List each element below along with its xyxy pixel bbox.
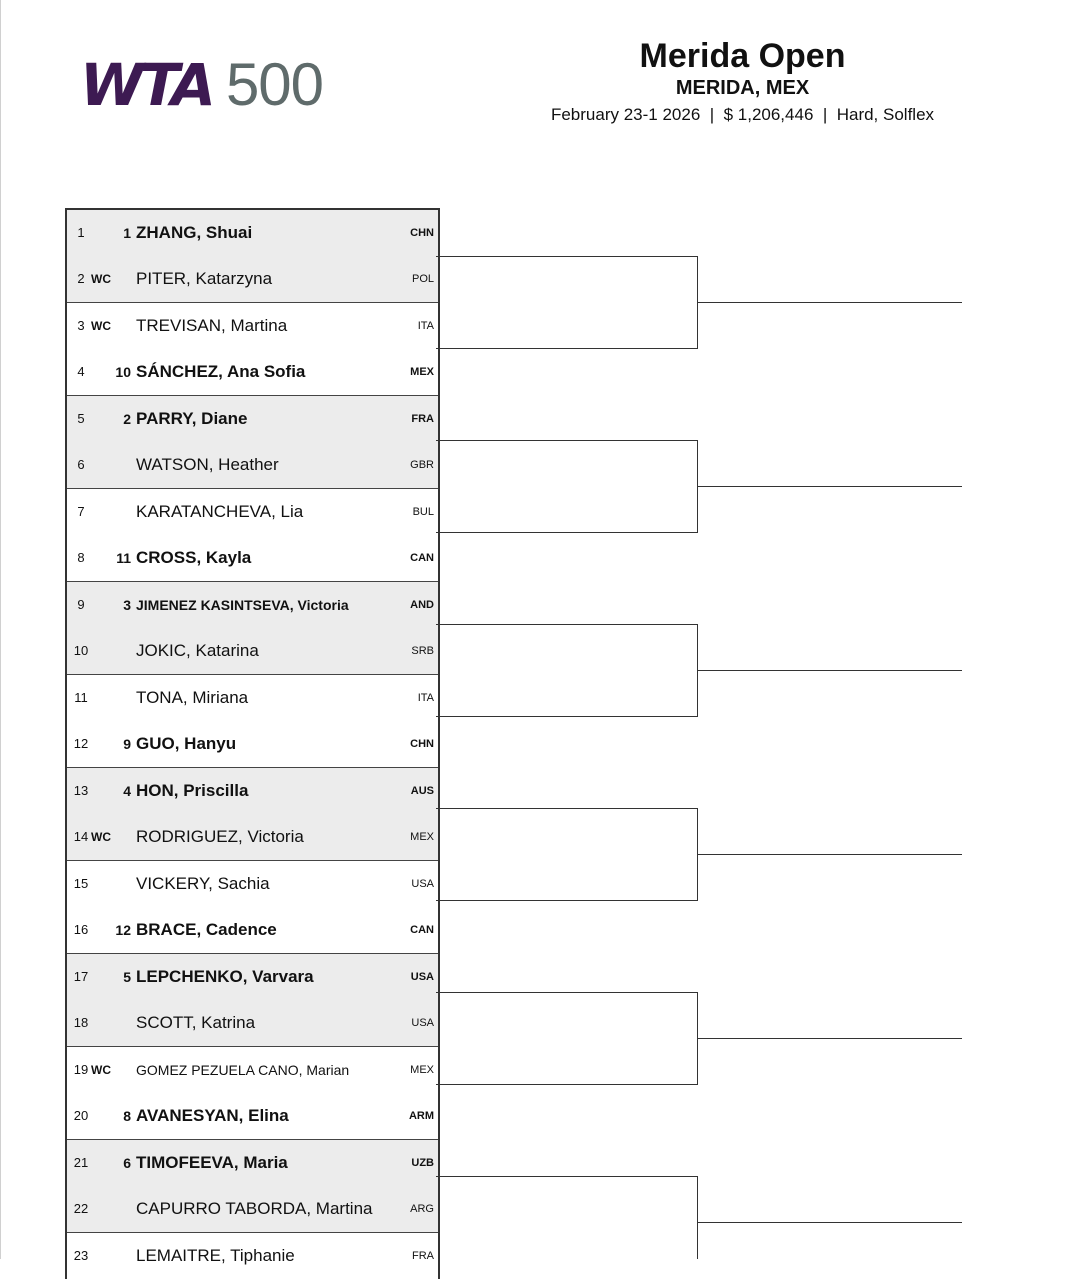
draw-row [67,721,438,768]
player-country: FRA [411,413,434,425]
player-name: GOMEZ PEZUELA CANO, Marian [136,1062,350,1078]
player-country: GBR [410,459,434,471]
player-name: SÁNCHEZ, Ana Sofia [136,362,306,381]
draw-position: 7 [77,504,85,519]
player-country: ARG [410,1203,434,1215]
seed-number: 4 [123,783,131,799]
player-name: PARRY, Diane [136,409,248,428]
player-country: UZB [411,1157,434,1169]
draw-position: 13 [73,783,89,798]
draw-position: 20 [73,1108,89,1123]
player-country: CAN [410,552,434,564]
player-country: CAN [410,924,434,936]
bracket-line [697,854,962,855]
bracket-line [436,348,698,349]
draw-position: 1 [77,225,85,240]
player-name: WATSON, Heather [136,455,279,474]
wildcard-tag: WC [91,272,111,286]
draw-position: 17 [73,969,89,984]
bracket-line [436,532,698,533]
draw-row [67,628,438,675]
draw-row [67,535,438,582]
wildcard-tag: WC [91,1063,111,1077]
player-name: TREVISAN, Martina [136,316,288,335]
player-name: JIMENEZ KASINTSEVA, Victoria [136,597,349,613]
player-country: ITA [417,320,434,332]
player-country: MEX [410,1064,434,1076]
draw-position: 5 [77,411,85,426]
wildcard-tag: WC [91,319,111,333]
seed-number: 2 [123,411,131,427]
draw-position: 14 [73,829,89,844]
draw-position: 6 [77,457,85,472]
draw-row [67,256,438,303]
tournament-header [520,36,965,130]
draw-position: 12 [73,736,89,751]
player-name: SCOTT, Katrina [136,1013,256,1032]
player-name: CROSS, Kayla [136,548,252,567]
player-name: GUO, Hanyu [136,734,237,753]
player-name: JOKIC, Katarina [136,641,259,660]
bracket-line [436,1176,698,1177]
wildcard-tag: WC [91,830,111,844]
player-country: AND [410,599,434,611]
seed-number: 9 [123,736,131,752]
player-country: AUS [410,785,434,797]
bracket-line [436,1084,698,1085]
bracket-line [436,440,698,441]
player-name: PITER, Katarzyna [136,269,273,288]
wta-500-logo [80,50,323,120]
bracket-line [436,624,698,625]
draw-row [67,442,438,489]
draw-row [67,675,438,721]
tournament-location: MERIDA, MEX [675,77,810,99]
seed-number: 3 [123,597,131,613]
draw-row [67,396,438,442]
bracket-line [436,716,698,717]
player-country: SRB [411,645,434,657]
player-country: CHN [410,738,434,750]
draw-position: 9 [77,597,85,612]
player-country: ARM [408,1110,434,1122]
player-country: CHN [410,227,434,239]
bracket-line [697,486,962,487]
draw-row [67,582,438,628]
draw-position: 2 [77,271,85,286]
seed-number: 12 [115,922,131,938]
seed-number: 10 [115,364,131,380]
player-country: MEX [410,366,434,378]
draw-row [67,1047,438,1093]
draw-position: 11 [74,690,88,705]
bracket-line [697,1038,962,1039]
tournament-info: February 23-1 2026 | $ 1,206,446 | Hard, Solflex [550,105,935,124]
player-name: LEMAITRE, Tiphanie [136,1246,295,1265]
player-country: USA [411,878,434,890]
seed-number: 8 [123,1108,131,1124]
player-country: USA [410,971,434,983]
draw-row [67,489,438,535]
player-country: ITA [417,692,434,704]
player-name: CAPURRO TABORDA, Martina [136,1199,373,1218]
seed-number: 1 [123,225,131,241]
bracket-line [697,302,962,303]
tournament-title: Merida Open [639,37,846,75]
logo-tier: 500 [225,51,324,118]
watermark [860,1216,1070,1246]
bracket-line [436,900,698,901]
bracket-line [436,992,698,993]
player-name: KARATANCHEVA, Lia [136,502,304,521]
draw-row [67,768,438,814]
draw-position: 4 [77,364,85,379]
draw-row [67,1140,438,1186]
player-name: HON, Priscilla [136,781,249,800]
seed-number: 5 [123,969,131,985]
player-name: BRACE, Cadence [136,920,277,939]
draw-row [67,1233,438,1279]
player-country: USA [411,1017,434,1029]
player-country: MEX [410,831,434,843]
seed-number: 6 [123,1155,131,1171]
draw-row [67,907,438,954]
player-name: VICKERY, Sachia [136,874,270,893]
draw-row [67,954,438,1000]
player-country: POL [411,273,434,285]
draw-row [67,1186,438,1233]
bracket-line [436,808,698,809]
draw-row [67,210,438,256]
logo-brand: WTA [80,51,212,119]
player-name: LEPCHENKO, Varvara [136,967,314,986]
player-country: FRA [412,1250,434,1262]
bracket-line [697,670,962,671]
draw-position: 22 [73,1201,89,1216]
player-name: ZHANG, Shuai [136,223,253,242]
player-country: BUL [412,506,434,518]
bracket-line [436,256,698,257]
draw-position: 18 [73,1015,89,1030]
player-name: TIMOFEEVA, Maria [136,1153,288,1172]
draw-position: 19 [73,1062,89,1077]
draw-row [67,861,438,907]
player-name: AVANESYAN, Elina [136,1106,289,1125]
draw-position: 10 [73,643,89,658]
seed-number: 11 [116,550,131,566]
draw-position: 23 [73,1248,89,1263]
draw-position: 16 [73,922,89,937]
draw-row [67,303,438,349]
draw-position: 8 [77,550,85,565]
draw-row [67,1000,438,1047]
draw-position: 21 [73,1155,89,1170]
draw-row [67,349,438,396]
bracket-line [697,1176,698,1259]
draw-position: 3 [77,318,85,333]
player-name: RODRIGUEZ, Victoria [136,827,304,846]
player-name: TONA, Miriana [136,688,249,707]
page-edge [0,0,1,1259]
draw-position: 15 [73,876,89,891]
draw-row [67,1093,438,1140]
draw-table [65,208,440,1279]
draw-row [67,814,438,861]
